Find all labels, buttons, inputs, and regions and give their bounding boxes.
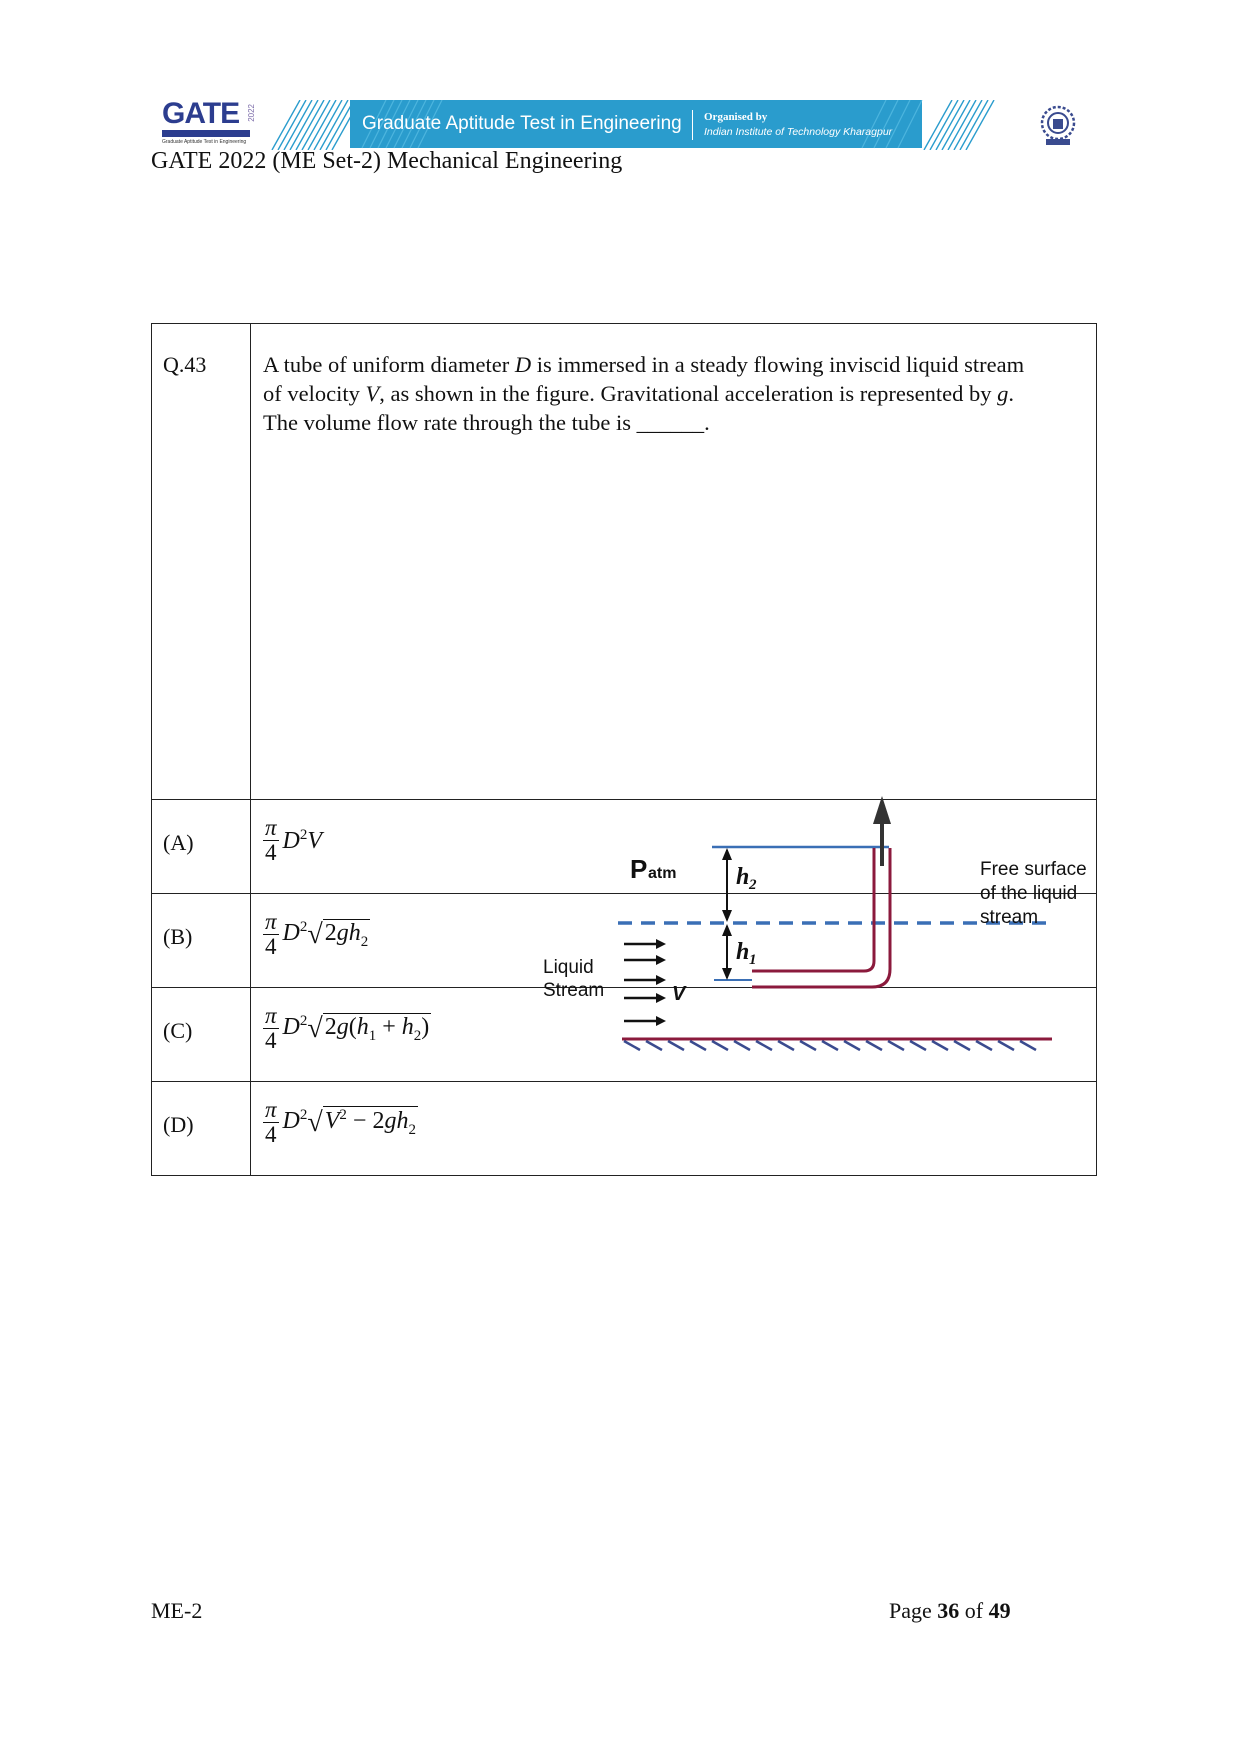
option-b-formula: $D^2√2gh_2$ — [282, 918, 369, 950]
var-d: D — [514, 352, 532, 377]
p-sub-label: atm — [647, 864, 676, 882]
stream-label: Stream — [542, 979, 604, 1001]
ground-hatching — [624, 1041, 1036, 1050]
outflow-arrowhead — [873, 796, 891, 824]
iit-kharagpur-emblem-icon — [1038, 105, 1078, 152]
option-expression: $\frac{\pi}{4}$ $D^2√2gh_2$ — [251, 894, 1097, 988]
option-expression: $\frac{\pi}{4}$ $D^2√2g(h_1 + h_2)$ — [251, 988, 1097, 1082]
option-label: (D) — [152, 1082, 251, 1176]
question-line-2: of velocity V, as shown in the figure. Gravitational acceleration is represented by g. — [263, 381, 1015, 406]
var-g: g — [997, 381, 1009, 406]
v-label: V — [671, 982, 685, 1005]
question-row — [152, 324, 1097, 800]
free-surface-label-1: Free surface — [979, 858, 1087, 880]
h2-arrow-up — [722, 848, 732, 860]
option-label: (C) — [152, 988, 251, 1082]
option-row-d — [152, 1082, 1097, 1176]
h1-sub-label: 1 — [748, 951, 756, 968]
page-total: 49 — [988, 1598, 1011, 1623]
banner-title: Graduate Aptitude Test in Engineering — [362, 113, 682, 134]
gate-logo — [162, 97, 256, 145]
option-expression: $\frac{\pi}{4}$ $D^2V$ — [251, 800, 1097, 894]
document-title: GATE 2022 (ME Set-2) Mechanical Engineering — [151, 148, 623, 174]
banner-separator — [692, 110, 693, 140]
tube-inner-wall — [752, 848, 874, 971]
option-expression: $\frac{\pi}{4}$ $D^2√V^2 - 2gh_2$ — [251, 1082, 1097, 1176]
answer-blank: ______. — [636, 410, 710, 435]
option-label: (B) — [152, 894, 251, 988]
gate-logo-word: GATE — [162, 97, 240, 130]
question-table — [151, 323, 1097, 1176]
h1-arrow-down — [722, 968, 732, 980]
h2-arrow-down — [722, 910, 732, 922]
banner-organised-label: Organised by — [704, 111, 768, 123]
option-label: (A) — [152, 800, 251, 894]
header-banner — [262, 100, 1002, 150]
var-v: V — [365, 381, 380, 406]
banner-organiser: Indian Institute of Technology Kharagpur — [704, 126, 893, 138]
gate-logo-tagline: Graduate Aptitude Test in Engineering — [162, 139, 247, 145]
free-surface-label-2: of the liquid — [979, 882, 1077, 904]
page-current: 36 — [937, 1598, 960, 1623]
tube-outer-wall — [752, 848, 890, 987]
free-surface-label-3: stream — [979, 906, 1038, 928]
gate-logo-bar — [162, 130, 250, 137]
option-a-formula: $D^2V$ — [282, 826, 323, 854]
footer-paper-code: ME-2 — [151, 1598, 203, 1623]
footer-page-number: Page 36 of 49 — [889, 1598, 1011, 1623]
h2-sub-label: 2 — [748, 876, 756, 893]
h1-arrow-up — [722, 924, 732, 936]
gate-logo-year: 2022 — [247, 104, 256, 122]
tube-figure — [512, 786, 1132, 1086]
h2-label: h — [735, 863, 749, 890]
question-number: Q.43 — [152, 324, 251, 800]
question-line-1: A tube of uniform diameter D is immersed in a steady flowing inviscid liquid stream — [263, 352, 1025, 377]
p-label: P — [629, 853, 647, 884]
option-c-formula: $D^2√2g(h_1 + h_2)$ — [282, 1012, 430, 1044]
stream-arrows — [624, 944, 658, 1021]
liquid-label: Liquid — [542, 956, 594, 978]
h1-label: h — [735, 938, 749, 965]
option-d-formula: $D^2√V^2 - 2gh_2$ — [282, 1107, 416, 1138]
question-line-3: The volume flow rate through the tube is ______. — [263, 410, 710, 435]
